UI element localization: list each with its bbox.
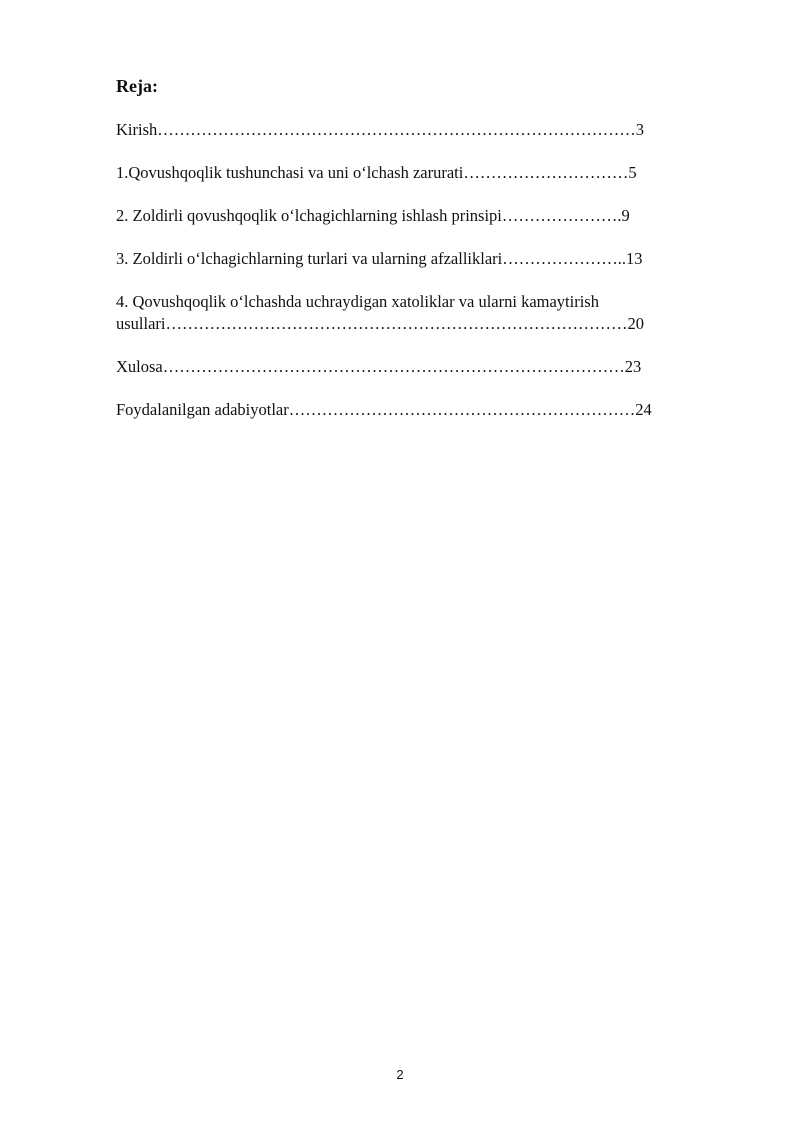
toc-entry-2 (116, 205, 736, 227)
toc-entry-page: 20 (627, 314, 644, 333)
toc-entry-page: 24 (635, 400, 652, 419)
toc-entry-page: 13 (626, 249, 643, 268)
toc-entry-adabiyotlar (116, 399, 736, 421)
toc-entry-title-line1: 4. Qovushqoqlik o‘lchashda uchraydigan xatoliklar va ularni kamaytirish (116, 292, 599, 311)
toc-entry-3 (116, 248, 736, 270)
toc-heading: Reja: (116, 76, 158, 96)
toc-entry-title-line2: usullari………………………………………………………………………… (116, 314, 628, 333)
toc-entry-xulosa (116, 356, 736, 378)
toc-entry-title: Xulosa………………………………………………………………………… (116, 357, 625, 376)
toc-entry-title: 1.Qovushqoqlik tushunchasi va uni o‘lchash zarurati………………………… (116, 163, 629, 182)
toc-entry-page: 5 (628, 163, 637, 182)
page-number: 2 (396, 1067, 404, 1082)
toc-entry-page: 9 (621, 206, 630, 225)
toc-entry-title: Kirish…………………………………………………………………………… (116, 120, 636, 139)
toc-entry-title: 3. Zoldirli o‘lchagichlarning turlari va ularning afzalliklari………………….. (116, 249, 626, 268)
toc-entry-1 (116, 162, 736, 184)
toc-entry-page: 23 (624, 357, 642, 376)
toc-entry-kirish (116, 119, 736, 141)
toc-entry-title: Foydalanilgan adabiyotlar……………………………………………………… (116, 400, 636, 419)
toc-entry-title: 2. Zoldirli qovushqoqlik o‘lchagichlarning ishlash prinsipi…………………. (116, 206, 622, 225)
toc-entry-page: 3 (635, 120, 644, 139)
table-of-contents (116, 119, 736, 442)
toc-entry-4 (116, 291, 736, 335)
